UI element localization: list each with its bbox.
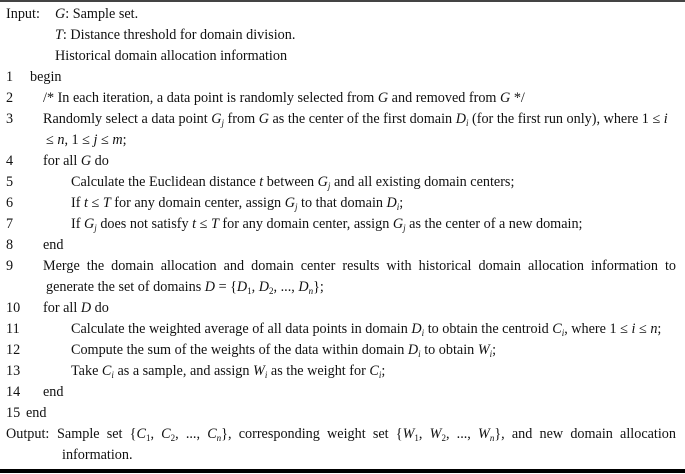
step-text: for all G do — [43, 153, 109, 169]
step-number: 6 — [6, 195, 14, 211]
table-top-rule — [0, 0, 685, 2]
step-number: 7 — [6, 216, 14, 232]
step-text-continuation: ≤ n, 1 ≤ j ≤ m; — [46, 132, 127, 148]
input-line-2: T: Distance threshold for domain division. — [55, 27, 296, 43]
step-number: 12 — [6, 342, 21, 358]
step-text: for all D do — [43, 300, 109, 316]
step-text: begin — [30, 69, 62, 85]
step-number: 1 — [6, 69, 14, 85]
step-text: Randomly select a data point $G_j$ from G as the center of the first domain $D_i$ (for the first run only), where 1 ≤ i — [43, 111, 668, 128]
input-line-3: Historical domain allocation information — [55, 48, 288, 64]
step-number: 3 — [6, 111, 14, 127]
output-text-continuation: information. — [62, 447, 133, 463]
step-number: 9 — [6, 258, 14, 274]
step-number: 10 — [6, 300, 21, 316]
step-text: Compute the sum of the weights of the data within domain $D_i$ to obtain $W_i$; — [71, 342, 497, 359]
step-number: 15 — [6, 405, 21, 421]
step-text: end — [26, 405, 47, 421]
step-number: 5 — [6, 174, 14, 190]
step-text: end — [43, 384, 64, 400]
step-text: Calculate the weighted average of all data points in domain $D_i$ to obtain the centroid $C_i$, where 1 ≤ i ≤ n; — [71, 321, 662, 338]
input-line-1: G: Sample set. — [55, 6, 139, 22]
step-text-continuation: generate the set of domains $D = \{D_1$, $D_2$, ..., $D_n$}; — [46, 279, 324, 296]
step-number: 2 — [6, 90, 14, 106]
step-text: Take $C_i$ as a sample, and assign $W_i$ as the weight for $C_i$; — [71, 363, 386, 380]
step-number: 4 — [6, 153, 14, 169]
step-number: 8 — [6, 237, 14, 253]
input-label: Input: — [6, 6, 40, 22]
step-number: 14 — [6, 384, 21, 400]
step-number: 13 — [6, 363, 21, 379]
step-number: 11 — [6, 321, 20, 337]
step-text: If t ≤ T for any domain center, assign $G_j$ to that domain $D_i$; — [71, 195, 404, 212]
step-text: /* In each iteration, a data point is randomly selected from G and removed from G */ — [43, 90, 525, 106]
output-text: Sample set {$C_1$, $C_2$, ..., $C_n$}, corresponding weight set {$W_1$, $W_2$, ..., $W_n$}, and new domain allocation — [57, 426, 676, 443]
step-text: Merge the domain allocation and domain center results with historical domain allocation information to — [43, 258, 676, 274]
step-text: If $G_j$ does not satisfy t ≤ T for any domain center, assign $G_j$ as the center of a new domain; — [71, 216, 583, 233]
step-text: end — [43, 237, 64, 253]
output-label: Output: — [6, 426, 50, 442]
step-text: Calculate the Euclidean distance t between $G_j$ and all existing domain centers; — [71, 174, 515, 191]
table-bottom-rule — [0, 469, 685, 473]
